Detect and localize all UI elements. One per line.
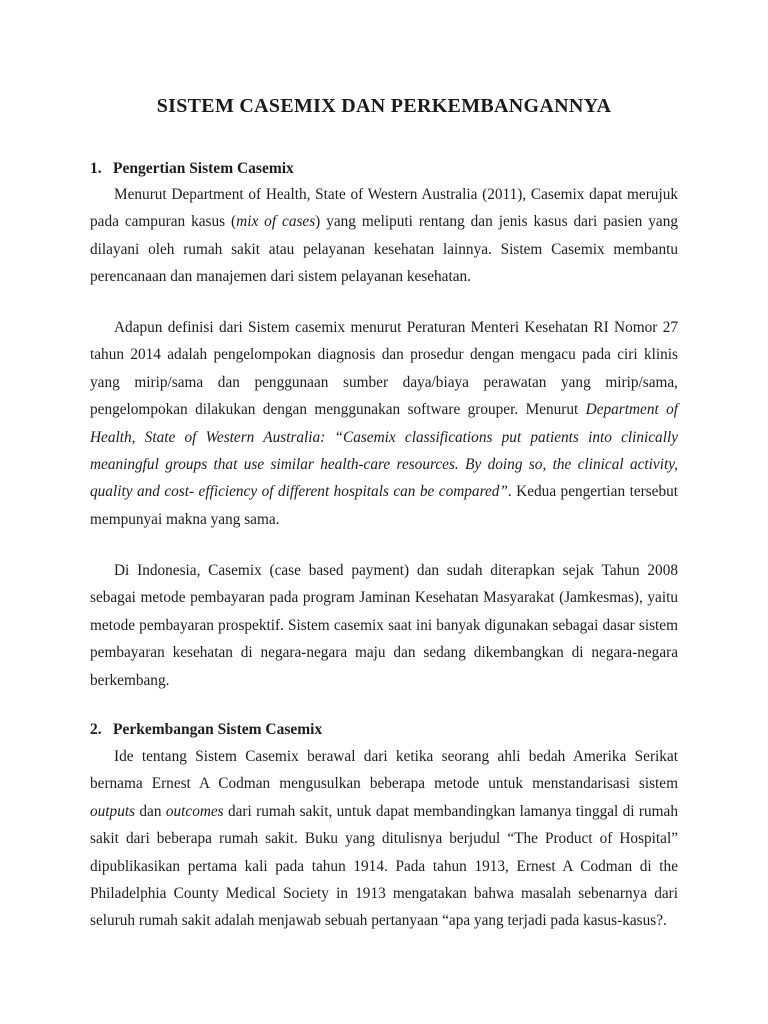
italic-term: outputs — [90, 802, 136, 820]
paragraph-text: dari rumah sakit, untuk dapat membandingkan lamanya tinggal di rumah sakit dari beberapa rumah sakit. Buku yang ditulisnya berjudul “The Product of Hospital” dipublikasikan pertama kali pada tahun 1914. Pada tahun 1913, Ernest A Codman di the Philadelphia County Medical Society in 1913 mengatakan bahwa masalah sebenarnya dari seluruh rumah sakit adalah menjawab sebuah pertanyaan “apa yang terjadi pada kasus-kasus?. — [90, 802, 678, 930]
section-1-number: 1. — [90, 160, 102, 177]
italic-term: mix of cases — [236, 213, 316, 231]
section-1-title: Pengertian Sistem Casemix — [113, 160, 294, 177]
section-1-paragraph-3: Di Indonesia, Casemix (case based payment) dan sudah diterapkan sejak Tahun 2008 sebagai metode pembayaran pada program Jaminan Kesehatan Masyarakat (Jamkesmas), yaitu metode pembayaran prospektif. Sistem casemix saat ini banyak digunakan sebagai dasar sistem pembayaran kesehatan di negara-negara maju dan sedang dikembangkan di negara-negara berkembang. — [90, 562, 678, 689]
italic-term: outcomes — [165, 802, 224, 820]
paragraph-text: . Kedua pengertian tersebut mempunyai makna yang sama. — [90, 483, 678, 528]
italic-quote: Department of Health, State of Western Australia: “Casemix classifications put patients into clinically meaningful groups that use similar health-care resources. By doing so, the clinical activity, quality and cost- efficiency of different hospitals can be compared” — [90, 401, 679, 501]
paragraph-text: Adapun definisi dari Sistem casemix menurut Peraturan Menteri Kesehatan RI Nomor 27 tahun 2014 adalah pengelompokan diagnosis dan prosedur dengan mengacu pada ciri klinis yang mirip/sama dan penggunaan sumber daya/biaya perawatan yang mirip/sama, pengelompokan dilakukan dengan menggunakan software grouper. Menurut — [90, 319, 678, 419]
document-title: SISTEM CASEMIX DAN PERKEMBANGANNYA — [156, 95, 612, 117]
paragraph-text: Menurut Department of Health, State of Western Australia (2011), Casemix dapat merujuk pada campuran kasus ( — [90, 186, 678, 231]
paragraph-text: ) yang meliputi rentang dan jenis kasus dari pasien yang dilayani oleh rumah sakit atau pelayanan kesehatan lainnya. Sistem Casemix membantu perencanaan dan manajemen dari sistem pelayanan kesehatan. — [90, 213, 678, 286]
paragraph-text: Ide tentang Sistem Casemix berawal dari ketika seorang ahli bedah Amerika Serikat bernama Ernest A Codman mengusulkan beberapa metode untuk menstandarisasi sistem — [90, 748, 678, 793]
section-2-paragraph-1 — [90, 743, 678, 935]
paragraph-text: dan — [135, 802, 166, 820]
section-1-heading — [90, 160, 294, 178]
section-1-paragraph-2 — [90, 314, 678, 533]
section-2-number: 2. — [90, 721, 102, 738]
section-2-title: Perkembangan Sistem Casemix — [113, 721, 323, 738]
section-2-heading — [90, 721, 322, 739]
section-1-paragraph-1 — [90, 181, 678, 291]
